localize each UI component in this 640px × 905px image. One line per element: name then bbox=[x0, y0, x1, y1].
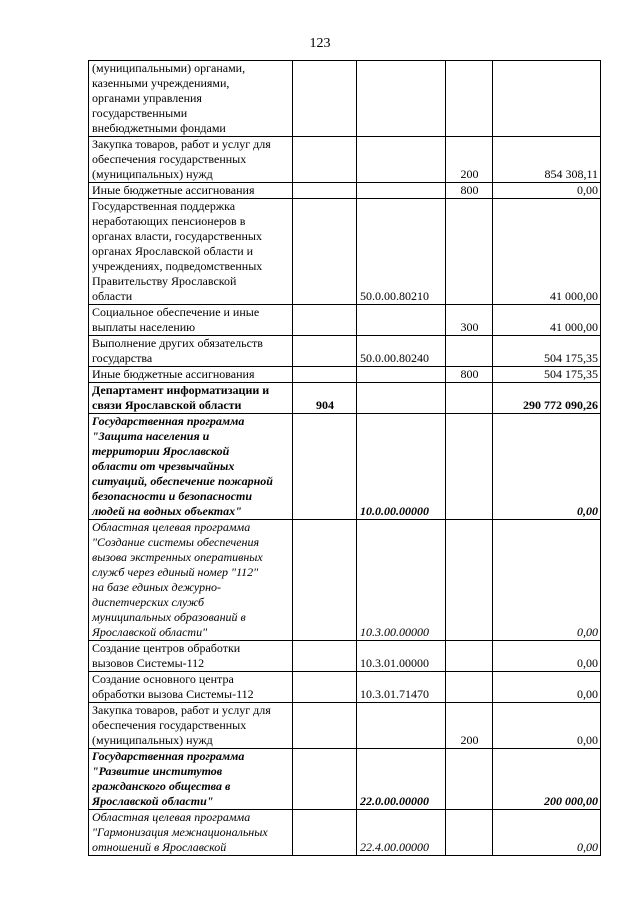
target-article-cell: 22.4.00.00000 bbox=[357, 810, 446, 856]
department-code-cell bbox=[293, 672, 357, 703]
amount-cell: 0,00 bbox=[493, 183, 601, 199]
amount-cell: 41 000,00 bbox=[493, 305, 601, 336]
item-name-line: внебюджетными фондами bbox=[92, 121, 226, 135]
item-name-cell bbox=[89, 336, 293, 367]
table-row bbox=[89, 199, 601, 305]
item-name-line: диспетчерских служб bbox=[92, 595, 205, 609]
item-name-cell bbox=[89, 137, 293, 183]
item-name-line: (муниципальных) нужд bbox=[92, 167, 213, 181]
table-row bbox=[89, 367, 601, 383]
item-name-line: государственными bbox=[92, 106, 188, 120]
item-name-cell bbox=[89, 703, 293, 749]
item-name-line: обработки вызова Системы-112 bbox=[92, 687, 254, 701]
item-name-line: Социальное обеспечение и иные bbox=[92, 305, 260, 319]
item-name-line: органах Ярославской области и bbox=[92, 244, 254, 258]
item-name-line: (муниципальных) нужд bbox=[92, 733, 213, 747]
amount-cell: 504 175,35 bbox=[493, 367, 601, 383]
item-name-line: "Создание системы обеспечения bbox=[92, 535, 260, 549]
target-article-cell: 50.0.00.80210 bbox=[357, 199, 446, 305]
item-name-line: гражданского общества в bbox=[92, 779, 231, 793]
department-code-cell: 904 bbox=[293, 383, 357, 414]
department-code-cell bbox=[293, 61, 357, 137]
table-row bbox=[89, 137, 601, 183]
item-name-line: выплаты населению bbox=[92, 320, 196, 334]
item-name-line: ситуаций, обеспечение пожарной bbox=[92, 474, 273, 488]
table-row bbox=[89, 810, 601, 856]
amount-cell bbox=[493, 61, 601, 137]
amount-cell: 0,00 bbox=[493, 672, 601, 703]
table-row bbox=[89, 305, 601, 336]
item-name-line: на базе единых дежурно- bbox=[92, 580, 222, 594]
item-name-line: Создание центров обработки bbox=[92, 641, 241, 655]
item-name-line: учреждениях, подведомственных bbox=[92, 259, 263, 273]
expense-type-cell bbox=[446, 672, 493, 703]
target-article-cell bbox=[357, 383, 446, 414]
expense-type-cell bbox=[446, 383, 493, 414]
item-name-cell bbox=[89, 749, 293, 810]
item-name-line: Выполнение других обязательств bbox=[92, 336, 263, 350]
item-name-line: Государственная поддержка bbox=[92, 199, 236, 213]
item-name-line: Государственная программа bbox=[92, 749, 245, 763]
item-name-line: Создание основного центра bbox=[92, 672, 234, 686]
item-name-line: "Развитие институтов bbox=[92, 764, 223, 778]
item-name-line: отношений в Ярославской bbox=[92, 840, 227, 854]
expense-type-cell bbox=[446, 414, 493, 520]
department-code-cell bbox=[293, 137, 357, 183]
item-name-cell bbox=[89, 672, 293, 703]
item-name-cell bbox=[89, 305, 293, 336]
item-name-line: области bbox=[92, 289, 133, 303]
amount-cell: 0,00 bbox=[493, 520, 601, 641]
table-row bbox=[89, 61, 601, 137]
item-name-cell bbox=[89, 183, 293, 199]
target-article-cell bbox=[357, 61, 446, 137]
target-article-cell: 10.3.01.00000 bbox=[357, 641, 446, 672]
target-article-cell: 10.0.00.00000 bbox=[357, 414, 446, 520]
amount-cell: 854 308,11 bbox=[493, 137, 601, 183]
item-name-line: Ярославской области" bbox=[92, 794, 214, 808]
expense-type-cell: 200 bbox=[446, 137, 493, 183]
item-name-line: вызовов Системы-112 bbox=[92, 656, 205, 670]
expense-type-cell bbox=[446, 336, 493, 367]
table-row bbox=[89, 520, 601, 641]
page-number: 123 bbox=[309, 36, 331, 51]
expense-type-cell bbox=[446, 520, 493, 641]
expense-type-cell: 200 bbox=[446, 703, 493, 749]
department-code-cell bbox=[293, 641, 357, 672]
target-article-cell bbox=[357, 703, 446, 749]
target-article-cell: 10.3.00.00000 bbox=[357, 520, 446, 641]
target-article-cell: 22.0.00.00000 bbox=[357, 749, 446, 810]
item-name-line: вызова экстренных оперативных bbox=[92, 550, 263, 564]
amount-cell: 0,00 bbox=[493, 414, 601, 520]
target-article-cell bbox=[357, 183, 446, 199]
item-name-line: Иные бюджетные ассигнования bbox=[92, 367, 255, 381]
item-name-line: Областная целевая программа bbox=[92, 520, 251, 534]
budget-table-body bbox=[89, 61, 601, 856]
item-name-line: муниципальных образований в bbox=[92, 610, 246, 624]
amount-cell: 0,00 bbox=[493, 703, 601, 749]
table-row bbox=[89, 641, 601, 672]
expense-type-cell: 800 bbox=[446, 183, 493, 199]
item-name-cell bbox=[89, 199, 293, 305]
expense-type-cell: 300 bbox=[446, 305, 493, 336]
department-code-cell bbox=[293, 305, 357, 336]
table-row bbox=[89, 672, 601, 703]
amount-cell: 0,00 bbox=[493, 641, 601, 672]
department-code-cell bbox=[293, 749, 357, 810]
item-name-line: Правительству Ярославской bbox=[92, 274, 237, 288]
item-name-cell bbox=[89, 367, 293, 383]
department-code-cell bbox=[293, 367, 357, 383]
table-row bbox=[89, 703, 601, 749]
amount-cell: 0,00 bbox=[493, 810, 601, 856]
item-name-cell bbox=[89, 641, 293, 672]
table-row bbox=[89, 183, 601, 199]
expense-type-cell: 800 bbox=[446, 367, 493, 383]
item-name-line: государства bbox=[92, 351, 153, 365]
department-code-cell bbox=[293, 520, 357, 641]
department-code-cell bbox=[293, 414, 357, 520]
item-name-line: Закупка товаров, работ и услуг для bbox=[92, 703, 271, 717]
expense-type-cell bbox=[446, 641, 493, 672]
department-code-cell bbox=[293, 810, 357, 856]
expense-type-cell bbox=[446, 61, 493, 137]
item-name-line: органами управления bbox=[92, 91, 202, 105]
target-article-cell bbox=[357, 137, 446, 183]
amount-cell: 200 000,00 bbox=[493, 749, 601, 810]
item-name-line: Государственная программа bbox=[92, 414, 245, 428]
table-row bbox=[89, 336, 601, 367]
item-name-line: области от чрезвычайных bbox=[92, 459, 235, 473]
item-name-line: неработающих пенсионеров в bbox=[92, 214, 246, 228]
table-row bbox=[89, 383, 601, 414]
table-row bbox=[89, 749, 601, 810]
amount-cell: 41 000,00 bbox=[493, 199, 601, 305]
item-name-line: Иные бюджетные ассигнования bbox=[92, 183, 255, 197]
item-name-line: людей на водных объектах" bbox=[92, 504, 242, 518]
item-name-line: безопасности и безопасности bbox=[92, 489, 253, 503]
item-name-line: "Защита населения и bbox=[92, 429, 210, 443]
target-article-cell: 50.0.00.80240 bbox=[357, 336, 446, 367]
item-name-line: связи Ярославской области bbox=[92, 398, 242, 412]
target-article-cell bbox=[357, 305, 446, 336]
item-name-cell bbox=[89, 414, 293, 520]
item-name-line: Департамент информатизации и bbox=[92, 383, 270, 397]
item-name-line: служб через единый номер "112" bbox=[92, 565, 259, 579]
item-name-cell bbox=[89, 383, 293, 414]
item-name-line: (муниципальными) органами, bbox=[92, 61, 246, 75]
department-code-cell bbox=[293, 199, 357, 305]
item-name-line: казенными учреждениями, bbox=[92, 76, 230, 90]
item-name-line: Областная целевая программа bbox=[92, 810, 251, 824]
expense-type-cell bbox=[446, 199, 493, 305]
budget-table bbox=[88, 60, 601, 856]
item-name-line: Закупка товаров, работ и услуг для bbox=[92, 137, 271, 151]
item-name-line: обеспечения государственных bbox=[92, 718, 247, 732]
item-name-line: Ярославской области" bbox=[92, 625, 208, 639]
item-name-line: органах власти, государственных bbox=[92, 229, 262, 243]
department-code-cell bbox=[293, 703, 357, 749]
item-name-line: территории Ярославской bbox=[92, 444, 230, 458]
expense-type-cell bbox=[446, 810, 493, 856]
item-name-cell bbox=[89, 61, 293, 137]
item-name-cell bbox=[89, 520, 293, 641]
target-article-cell: 10.3.01.71470 bbox=[357, 672, 446, 703]
amount-cell: 504 175,35 bbox=[493, 336, 601, 367]
item-name-line: обеспечения государственных bbox=[92, 152, 247, 166]
expense-type-cell bbox=[446, 749, 493, 810]
department-code-cell bbox=[293, 336, 357, 367]
item-name-cell bbox=[89, 810, 293, 856]
amount-cell: 290 772 090,26 bbox=[493, 383, 601, 414]
item-name-line: "Гармонизация межнациональных bbox=[92, 825, 268, 839]
table-row bbox=[89, 414, 601, 520]
department-code-cell bbox=[293, 183, 357, 199]
target-article-cell bbox=[357, 367, 446, 383]
